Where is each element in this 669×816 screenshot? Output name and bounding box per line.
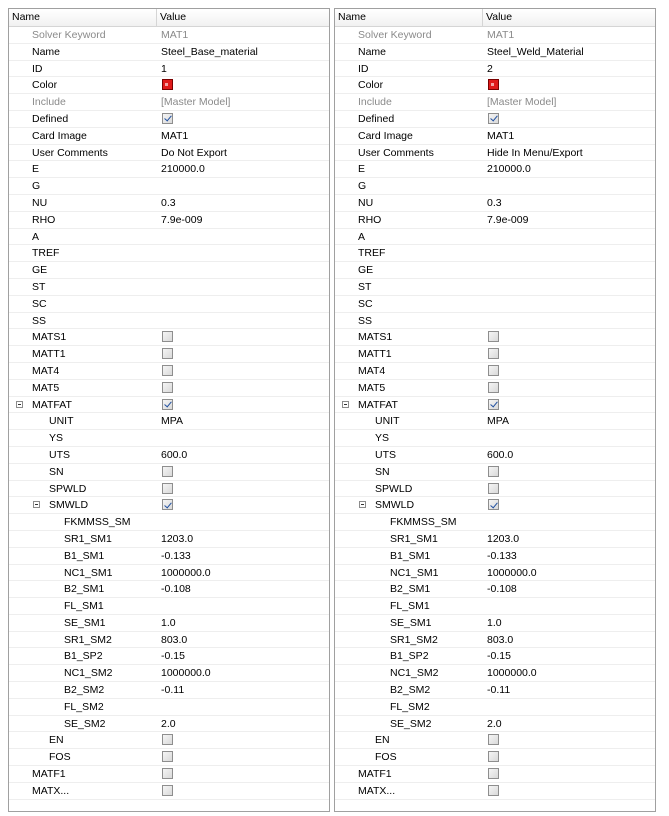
property-row-b2-sm1[interactable] [335, 581, 655, 598]
property-name: SE_SM1 [64, 616, 106, 629]
property-name: YS [49, 432, 64, 445]
property-value[interactable]: -0.11 [161, 684, 185, 697]
property-value[interactable]: -0.133 [487, 549, 517, 562]
checkbox-unchecked-icon[interactable] [162, 331, 173, 342]
property-name: Color [358, 79, 384, 92]
property-name: NC1_SM2 [390, 667, 439, 680]
property-name: B1_SP2 [390, 650, 429, 663]
property-row-matx[interactable] [335, 783, 655, 800]
property-row-se-sm2[interactable] [335, 716, 655, 733]
property-row-matf1[interactable] [9, 766, 329, 783]
checkbox-unchecked-icon[interactable] [488, 734, 499, 745]
name-column-header[interactable]: Name [9, 9, 157, 26]
property-name: Name [358, 45, 387, 58]
property-value[interactable]: Steel_Base_material [161, 45, 258, 58]
property-name: SPWLD [49, 482, 87, 495]
property-row-e[interactable] [9, 161, 329, 178]
property-row-uts[interactable] [335, 447, 655, 464]
property-row-b1-sp2[interactable] [335, 648, 655, 665]
checkbox-checked-icon[interactable] [162, 399, 173, 410]
property-name: B1_SM1 [390, 549, 431, 562]
property-row-b2-sm1[interactable] [9, 581, 329, 598]
property-name: MAT4 [32, 364, 60, 377]
property-name: SE_SM2 [64, 717, 106, 730]
checkbox-unchecked-icon[interactable] [162, 734, 173, 745]
property-row-a[interactable] [9, 229, 329, 246]
property-row-mats1[interactable] [335, 329, 655, 346]
property-row-b2-sm2[interactable] [335, 682, 655, 699]
property-row-solver-keyword[interactable] [335, 27, 655, 44]
property-row-mat5[interactable] [9, 380, 329, 397]
property-row-tref[interactable] [9, 245, 329, 262]
property-row-matt1[interactable] [9, 346, 329, 363]
property-row-card-image[interactable] [9, 128, 329, 145]
property-row-sn[interactable] [9, 464, 329, 481]
property-name: SMWLD [375, 499, 415, 512]
property-value[interactable]: 600.0 [161, 448, 188, 461]
property-name: NC1_SM2 [64, 667, 113, 680]
checkbox-unchecked-icon[interactable] [488, 751, 499, 762]
property-name: Solver Keyword [358, 29, 432, 41]
property-row-nu[interactable] [335, 195, 655, 212]
property-row-st[interactable] [9, 279, 329, 296]
property-row-user-comments[interactable] [9, 145, 329, 162]
property-row-nc1-sm1[interactable] [335, 565, 655, 582]
property-value[interactable]: -0.108 [487, 583, 517, 596]
property-name: SN [49, 465, 64, 478]
checkbox-unchecked-icon[interactable] [488, 331, 499, 342]
property-value[interactable]: 803.0 [487, 633, 514, 646]
property-row-uts[interactable] [9, 447, 329, 464]
property-row-name[interactable] [9, 44, 329, 61]
collapse-toggle-icon[interactable] [16, 401, 23, 408]
property-name: SR1_SM2 [390, 633, 438, 646]
property-value[interactable]: 210000.0 [161, 163, 205, 176]
property-row-ss[interactable] [335, 313, 655, 330]
property-row-include[interactable] [9, 94, 329, 111]
property-row-fkmmss-sm[interactable] [9, 514, 329, 531]
checkbox-unchecked-icon[interactable] [488, 382, 499, 393]
property-name: SE_SM1 [390, 616, 432, 629]
property-value: MAT1 [487, 29, 515, 41]
property-name: Include [32, 96, 66, 109]
collapse-toggle-icon[interactable] [33, 501, 40, 508]
property-name: RHO [358, 213, 382, 226]
property-row-sr1-sm1[interactable] [335, 531, 655, 548]
property-name: MAT4 [358, 364, 386, 377]
property-row-spwld[interactable] [9, 481, 329, 498]
property-value[interactable]: Hide In Menu/Export [487, 146, 583, 159]
property-row-matfat[interactable] [9, 397, 329, 414]
property-name: RHO [32, 213, 56, 226]
property-name: E [358, 163, 366, 176]
property-row-spwld[interactable] [335, 481, 655, 498]
property-row-ge[interactable] [9, 262, 329, 279]
checkbox-unchecked-icon[interactable] [162, 348, 173, 359]
property-row-color[interactable] [335, 77, 655, 94]
property-row-nu[interactable] [9, 195, 329, 212]
property-name: MAT5 [32, 381, 60, 394]
property-row-mats1[interactable] [9, 329, 329, 346]
property-name: G [358, 180, 367, 193]
property-name: SR1_SM1 [64, 532, 112, 545]
checkbox-unchecked-icon[interactable] [488, 466, 499, 477]
property-name: UNIT [375, 415, 400, 428]
property-name: ID [32, 62, 43, 75]
property-value[interactable]: -0.15 [487, 650, 511, 663]
property-row-nc1-sm1[interactable] [9, 565, 329, 582]
property-value[interactable]: Do Not Export [161, 146, 227, 159]
property-row-matfat[interactable] [335, 397, 655, 414]
property-row-nc1-sm2[interactable] [9, 665, 329, 682]
property-value[interactable]: 1203.0 [487, 532, 520, 545]
property-name: ST [358, 280, 372, 293]
property-name: A [358, 230, 366, 243]
property-name: UNIT [49, 415, 74, 428]
property-value[interactable]: Steel_Weld_Material [487, 45, 584, 58]
property-value[interactable]: -0.133 [161, 549, 191, 562]
property-name: B1_SM1 [64, 549, 105, 562]
property-row-b1-sm1[interactable] [335, 548, 655, 565]
property-row-matt1[interactable] [335, 346, 655, 363]
property-name: SR1_SM2 [64, 633, 112, 646]
property-row-fl-sm2[interactable] [9, 699, 329, 716]
property-row-mat5[interactable] [335, 380, 655, 397]
property-name: MATS1 [32, 331, 67, 344]
property-name: UTS [375, 448, 396, 461]
table-header [9, 9, 329, 27]
property-name: Defined [32, 112, 69, 125]
checkbox-unchecked-icon[interactable] [162, 768, 173, 779]
name-column-header[interactable]: Name [335, 9, 483, 26]
property-row-se-sm2[interactable] [9, 716, 329, 733]
property-row-en[interactable] [9, 732, 329, 749]
color-swatch[interactable] [162, 79, 173, 90]
property-value[interactable]: MPA [487, 415, 509, 428]
property-row-color[interactable] [9, 77, 329, 94]
property-name: B2_SM2 [390, 684, 431, 697]
property-value[interactable]: 2 [487, 62, 493, 75]
property-name: Include [358, 96, 392, 109]
property-name: FL_SM2 [390, 700, 430, 713]
property-name: UTS [49, 448, 70, 461]
property-name: B2_SM2 [64, 684, 105, 697]
property-row-g[interactable] [335, 178, 655, 195]
property-name: TREF [358, 247, 386, 260]
property-value[interactable]: 2.0 [487, 717, 502, 730]
checkbox-unchecked-icon[interactable] [162, 751, 173, 762]
property-value[interactable]: MAT1 [487, 129, 515, 142]
property-value: MAT1 [161, 29, 189, 41]
property-name: SN [375, 465, 390, 478]
property-name: User Comments [358, 146, 434, 159]
checkbox-checked-icon[interactable] [162, 113, 173, 124]
property-name: NU [32, 196, 48, 209]
property-row-smwld[interactable] [9, 497, 329, 514]
value-column-header[interactable]: Value [160, 11, 187, 23]
collapse-toggle-icon[interactable] [342, 401, 349, 408]
property-value: [Master Model] [161, 96, 231, 109]
property-name: ID [358, 62, 369, 75]
material-properties-panel-left [8, 8, 330, 812]
property-name: SE_SM2 [390, 717, 432, 730]
property-name: B2_SM1 [64, 583, 105, 596]
checkbox-unchecked-icon[interactable] [488, 483, 499, 494]
property-value[interactable]: -0.11 [487, 684, 511, 697]
property-name: NC1_SM1 [390, 566, 439, 579]
property-name: FOS [375, 751, 397, 764]
property-value[interactable]: 210000.0 [487, 163, 531, 176]
property-name: GE [358, 264, 374, 277]
property-name: User Comments [32, 146, 108, 159]
property-row-mat4[interactable] [335, 363, 655, 380]
property-row-sr1-sm2[interactable] [9, 632, 329, 649]
checkbox-checked-icon[interactable] [488, 399, 499, 410]
property-row-tref[interactable] [335, 245, 655, 262]
property-name: NC1_SM1 [64, 566, 113, 579]
property-name: FL_SM1 [390, 600, 430, 613]
property-name: MATX... [32, 784, 70, 797]
property-row-en[interactable] [335, 732, 655, 749]
property-name: SC [358, 297, 373, 310]
property-value[interactable]: 1 [161, 62, 167, 75]
property-value[interactable]: 600.0 [487, 448, 514, 461]
property-name: B1_SP2 [64, 650, 103, 663]
property-value[interactable]: MPA [161, 415, 183, 428]
property-name: EN [49, 734, 64, 747]
property-name: Card Image [32, 129, 87, 142]
property-row-ss[interactable] [9, 313, 329, 330]
property-row-include[interactable] [335, 94, 655, 111]
checkbox-checked-icon[interactable] [488, 113, 499, 124]
property-name: SMWLD [49, 499, 89, 512]
property-row-ys[interactable] [335, 430, 655, 447]
property-value[interactable]: 803.0 [161, 633, 188, 646]
property-name: Defined [358, 112, 395, 125]
property-value[interactable]: 1000000.0 [487, 566, 537, 579]
property-row-fos[interactable] [335, 749, 655, 766]
property-value[interactable]: -0.15 [161, 650, 185, 663]
checkbox-unchecked-icon[interactable] [162, 785, 173, 796]
property-row-smwld[interactable] [335, 497, 655, 514]
checkbox-unchecked-icon[interactable] [488, 785, 499, 796]
property-row-rho[interactable] [335, 212, 655, 229]
property-row-e[interactable] [335, 161, 655, 178]
property-value[interactable]: 1000000.0 [161, 566, 211, 579]
property-row-defined[interactable] [9, 111, 329, 128]
property-row-defined[interactable] [335, 111, 655, 128]
property-row-a[interactable] [335, 229, 655, 246]
checkbox-unchecked-icon[interactable] [488, 365, 499, 376]
property-name: FL_SM1 [64, 600, 104, 613]
property-value: [Master Model] [487, 96, 557, 109]
property-row-sc[interactable] [9, 296, 329, 313]
property-value[interactable]: 0.3 [161, 196, 176, 209]
property-name: FKMMSS_SM [390, 516, 457, 529]
property-name: MATT1 [358, 348, 392, 361]
property-name: GE [32, 264, 48, 277]
property-name: E [32, 163, 40, 176]
property-value[interactable]: 7.9e-009 [161, 213, 203, 226]
property-name: MATX... [358, 784, 396, 797]
property-row-sr1-sm1[interactable] [9, 531, 329, 548]
property-row-matx[interactable] [9, 783, 329, 800]
property-value[interactable]: 1000000.0 [161, 667, 211, 680]
property-name: Solver Keyword [32, 29, 106, 41]
property-row-sc[interactable] [335, 296, 655, 313]
property-name: Name [32, 45, 61, 58]
property-name: FKMMSS_SM [64, 516, 131, 529]
property-name: NU [358, 196, 374, 209]
checkbox-unchecked-icon[interactable] [162, 483, 173, 494]
checkbox-unchecked-icon[interactable] [162, 466, 173, 477]
property-row-nc1-sm2[interactable] [335, 665, 655, 682]
property-row-se-sm1[interactable] [335, 615, 655, 632]
property-value[interactable]: 0.3 [487, 196, 502, 209]
property-row-matf1[interactable] [335, 766, 655, 783]
property-name: MATS1 [358, 331, 393, 344]
property-row-card-image[interactable] [335, 128, 655, 145]
checkbox-unchecked-icon[interactable] [488, 768, 499, 779]
property-name: SPWLD [375, 482, 413, 495]
property-name: MATFAT [358, 398, 398, 411]
color-swatch[interactable] [488, 79, 499, 90]
property-row-solver-keyword[interactable] [9, 27, 329, 44]
property-value[interactable]: 1203.0 [161, 532, 194, 545]
property-row-g[interactable] [9, 178, 329, 195]
property-row-fl-sm2[interactable] [335, 699, 655, 716]
checkbox-unchecked-icon[interactable] [488, 348, 499, 359]
property-value[interactable]: -0.108 [161, 583, 191, 596]
property-row-b1-sm1[interactable] [9, 548, 329, 565]
property-row-unit[interactable] [335, 413, 655, 430]
property-row-b1-sp2[interactable] [9, 648, 329, 665]
property-row-id[interactable] [9, 61, 329, 78]
property-name: MATFAT [32, 398, 72, 411]
checkbox-checked-icon[interactable] [488, 499, 499, 510]
property-row-fl-sm1[interactable] [9, 598, 329, 615]
value-column-header[interactable]: Value [486, 11, 513, 23]
property-name: SS [32, 314, 47, 327]
property-value[interactable]: 1000000.0 [487, 667, 537, 680]
property-row-se-sm1[interactable] [9, 615, 329, 632]
property-name: A [32, 230, 40, 243]
property-value[interactable]: 7.9e-009 [487, 213, 529, 226]
property-row-mat4[interactable] [9, 363, 329, 380]
property-name: FOS [49, 751, 71, 764]
property-row-sr1-sm2[interactable] [335, 632, 655, 649]
property-row-fl-sm1[interactable] [335, 598, 655, 615]
property-name: B2_SM1 [390, 583, 431, 596]
collapse-toggle-icon[interactable] [359, 501, 366, 508]
property-name: TREF [32, 247, 60, 260]
table-header [335, 9, 655, 27]
property-value[interactable]: 1.0 [487, 616, 502, 629]
material-properties-panel-right [334, 8, 656, 812]
property-value[interactable]: 2.0 [161, 717, 176, 730]
property-name: EN [375, 734, 390, 747]
property-rows [9, 27, 329, 800]
checkbox-unchecked-icon[interactable] [162, 365, 173, 376]
property-value[interactable]: MAT1 [161, 129, 189, 142]
property-row-user-comments[interactable] [335, 145, 655, 162]
property-name: SR1_SM1 [390, 532, 438, 545]
property-row-b2-sm2[interactable] [9, 682, 329, 699]
property-row-name[interactable] [335, 44, 655, 61]
property-row-st[interactable] [335, 279, 655, 296]
property-row-ys[interactable] [9, 430, 329, 447]
property-name: Color [32, 79, 58, 92]
property-name: SS [358, 314, 373, 327]
property-name: FL_SM2 [64, 700, 104, 713]
property-rows [335, 27, 655, 800]
property-name: MAT5 [358, 381, 386, 394]
checkbox-checked-icon[interactable] [162, 499, 173, 510]
property-row-fkmmss-sm[interactable] [335, 514, 655, 531]
property-name: MATF1 [32, 768, 66, 781]
property-name: SC [32, 297, 47, 310]
property-name: MATF1 [358, 768, 392, 781]
property-name: G [32, 180, 41, 193]
property-row-unit[interactable] [9, 413, 329, 430]
property-value[interactable]: 1.0 [161, 616, 176, 629]
property-row-fos[interactable] [9, 749, 329, 766]
property-name: YS [375, 432, 390, 445]
property-name: MATT1 [32, 348, 66, 361]
property-row-ge[interactable] [335, 262, 655, 279]
property-row-sn[interactable] [335, 464, 655, 481]
checkbox-unchecked-icon[interactable] [162, 382, 173, 393]
property-row-rho[interactable] [9, 212, 329, 229]
property-name: ST [32, 280, 46, 293]
property-name: Card Image [358, 129, 413, 142]
property-row-id[interactable] [335, 61, 655, 78]
